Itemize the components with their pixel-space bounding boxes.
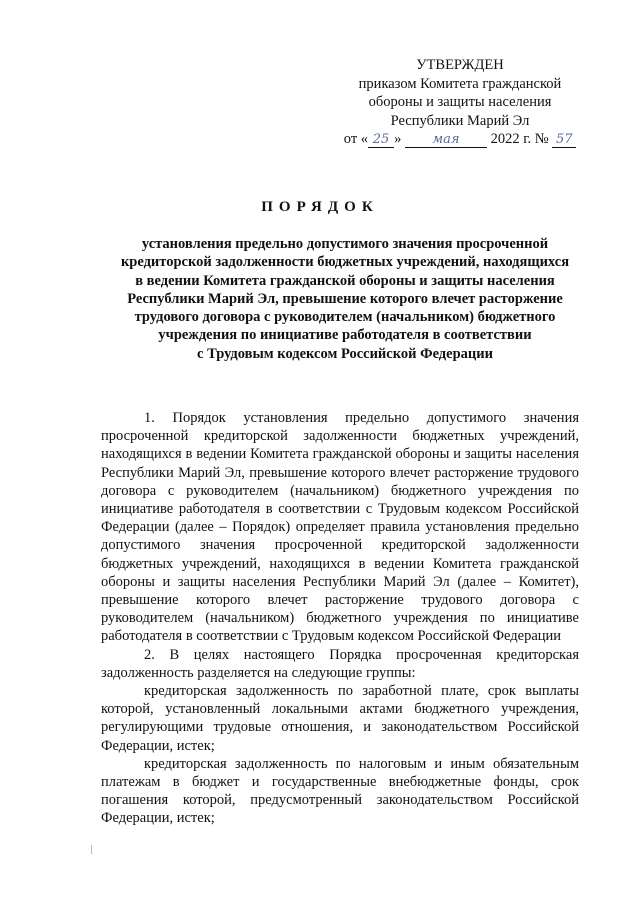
subtitle-line: в ведении Комитета гражданской обороны и защиты населения <box>135 272 555 289</box>
date-prefix: от « <box>343 131 369 147</box>
approval-block <box>340 56 580 149</box>
document-title: ПОРЯДОК <box>261 199 379 215</box>
approval-date-line <box>340 130 580 149</box>
approval-organization-line: обороны и защиты населения <box>368 94 552 110</box>
paragraph-2: 2. В целях настоящего Порядка просроченная кредиторская задолженность разделяется на следующие группы: <box>101 646 579 681</box>
paragraph-2-item-2: кредиторская задолженность по налоговым и иным обязательным платежам в бюджет и государственные внебюджетные фонды, срок погашения которой, предусмотренный законодательством Российской Федерации, истек; <box>101 755 579 827</box>
date-day: 25 <box>368 133 394 148</box>
subtitle-line: с Трудовым кодексом Российской Федерации <box>197 345 493 362</box>
paragraph-1: 1. Порядок установления предельно допустимого значения просроченной кредиторской задолженности бюджетных учреждений, находящихся в ведении Комитета гражданской обороны и защиты населения Республики Марий Эл, превышение которого влечет расторжение трудового договора с руководителем (начальником) бюджетного учреждения по инициативе работодателя в соответствии с Трудовым кодексом Российской Федерации (далее – Порядок) определяет правила установления предельно допустимого значения просроченной кредиторской задолженности бюджетных учреждений, находящихся в ведении Комитета гражданской обороны и защиты населения Республики Марий Эл (далее – Комитет), превышение которого влечет расторжение трудового договора с руководителем (начальником) бюджетного учреждения по инициативе работодателя в соответствии с Трудовым кодексом Российской Федерации <box>101 410 579 645</box>
date-month: мая <box>405 133 487 148</box>
order-number: 57 <box>552 133 576 148</box>
subtitle-line: трудового договора с руководителем (начальником) бюджетного <box>134 309 556 326</box>
subtitle-line: учреждения по инициативе работодателя в соответствии <box>158 327 532 344</box>
document-subtitle <box>110 235 580 363</box>
scan-mark <box>91 845 95 854</box>
subtitle-line: Республики Марий Эл, превышение которого влечет расторжение <box>127 290 563 307</box>
paragraph-2-item-1: кредиторская задолженность по заработной плате, срок выплаты которой, установленный локальными актами бюджетного учреждения, регулирующими трудовые отношения, и законодательством Российской Федерации, истек; <box>101 683 579 754</box>
approval-order-line: приказом Комитета гражданской <box>358 75 562 92</box>
approval-republic-line: Республики Марий Эл <box>390 112 530 129</box>
subtitle-line: кредиторской задолженности бюджетных учреждений, находящихся <box>120 254 570 271</box>
date-year: 2022 г. № <box>490 131 549 147</box>
subtitle-line: установления предельно допустимого значения просроченной <box>141 236 549 252</box>
date-close-quote: » <box>394 131 402 147</box>
document-body <box>101 409 579 828</box>
approval-heading: УТВЕРЖДЕН <box>416 57 504 73</box>
